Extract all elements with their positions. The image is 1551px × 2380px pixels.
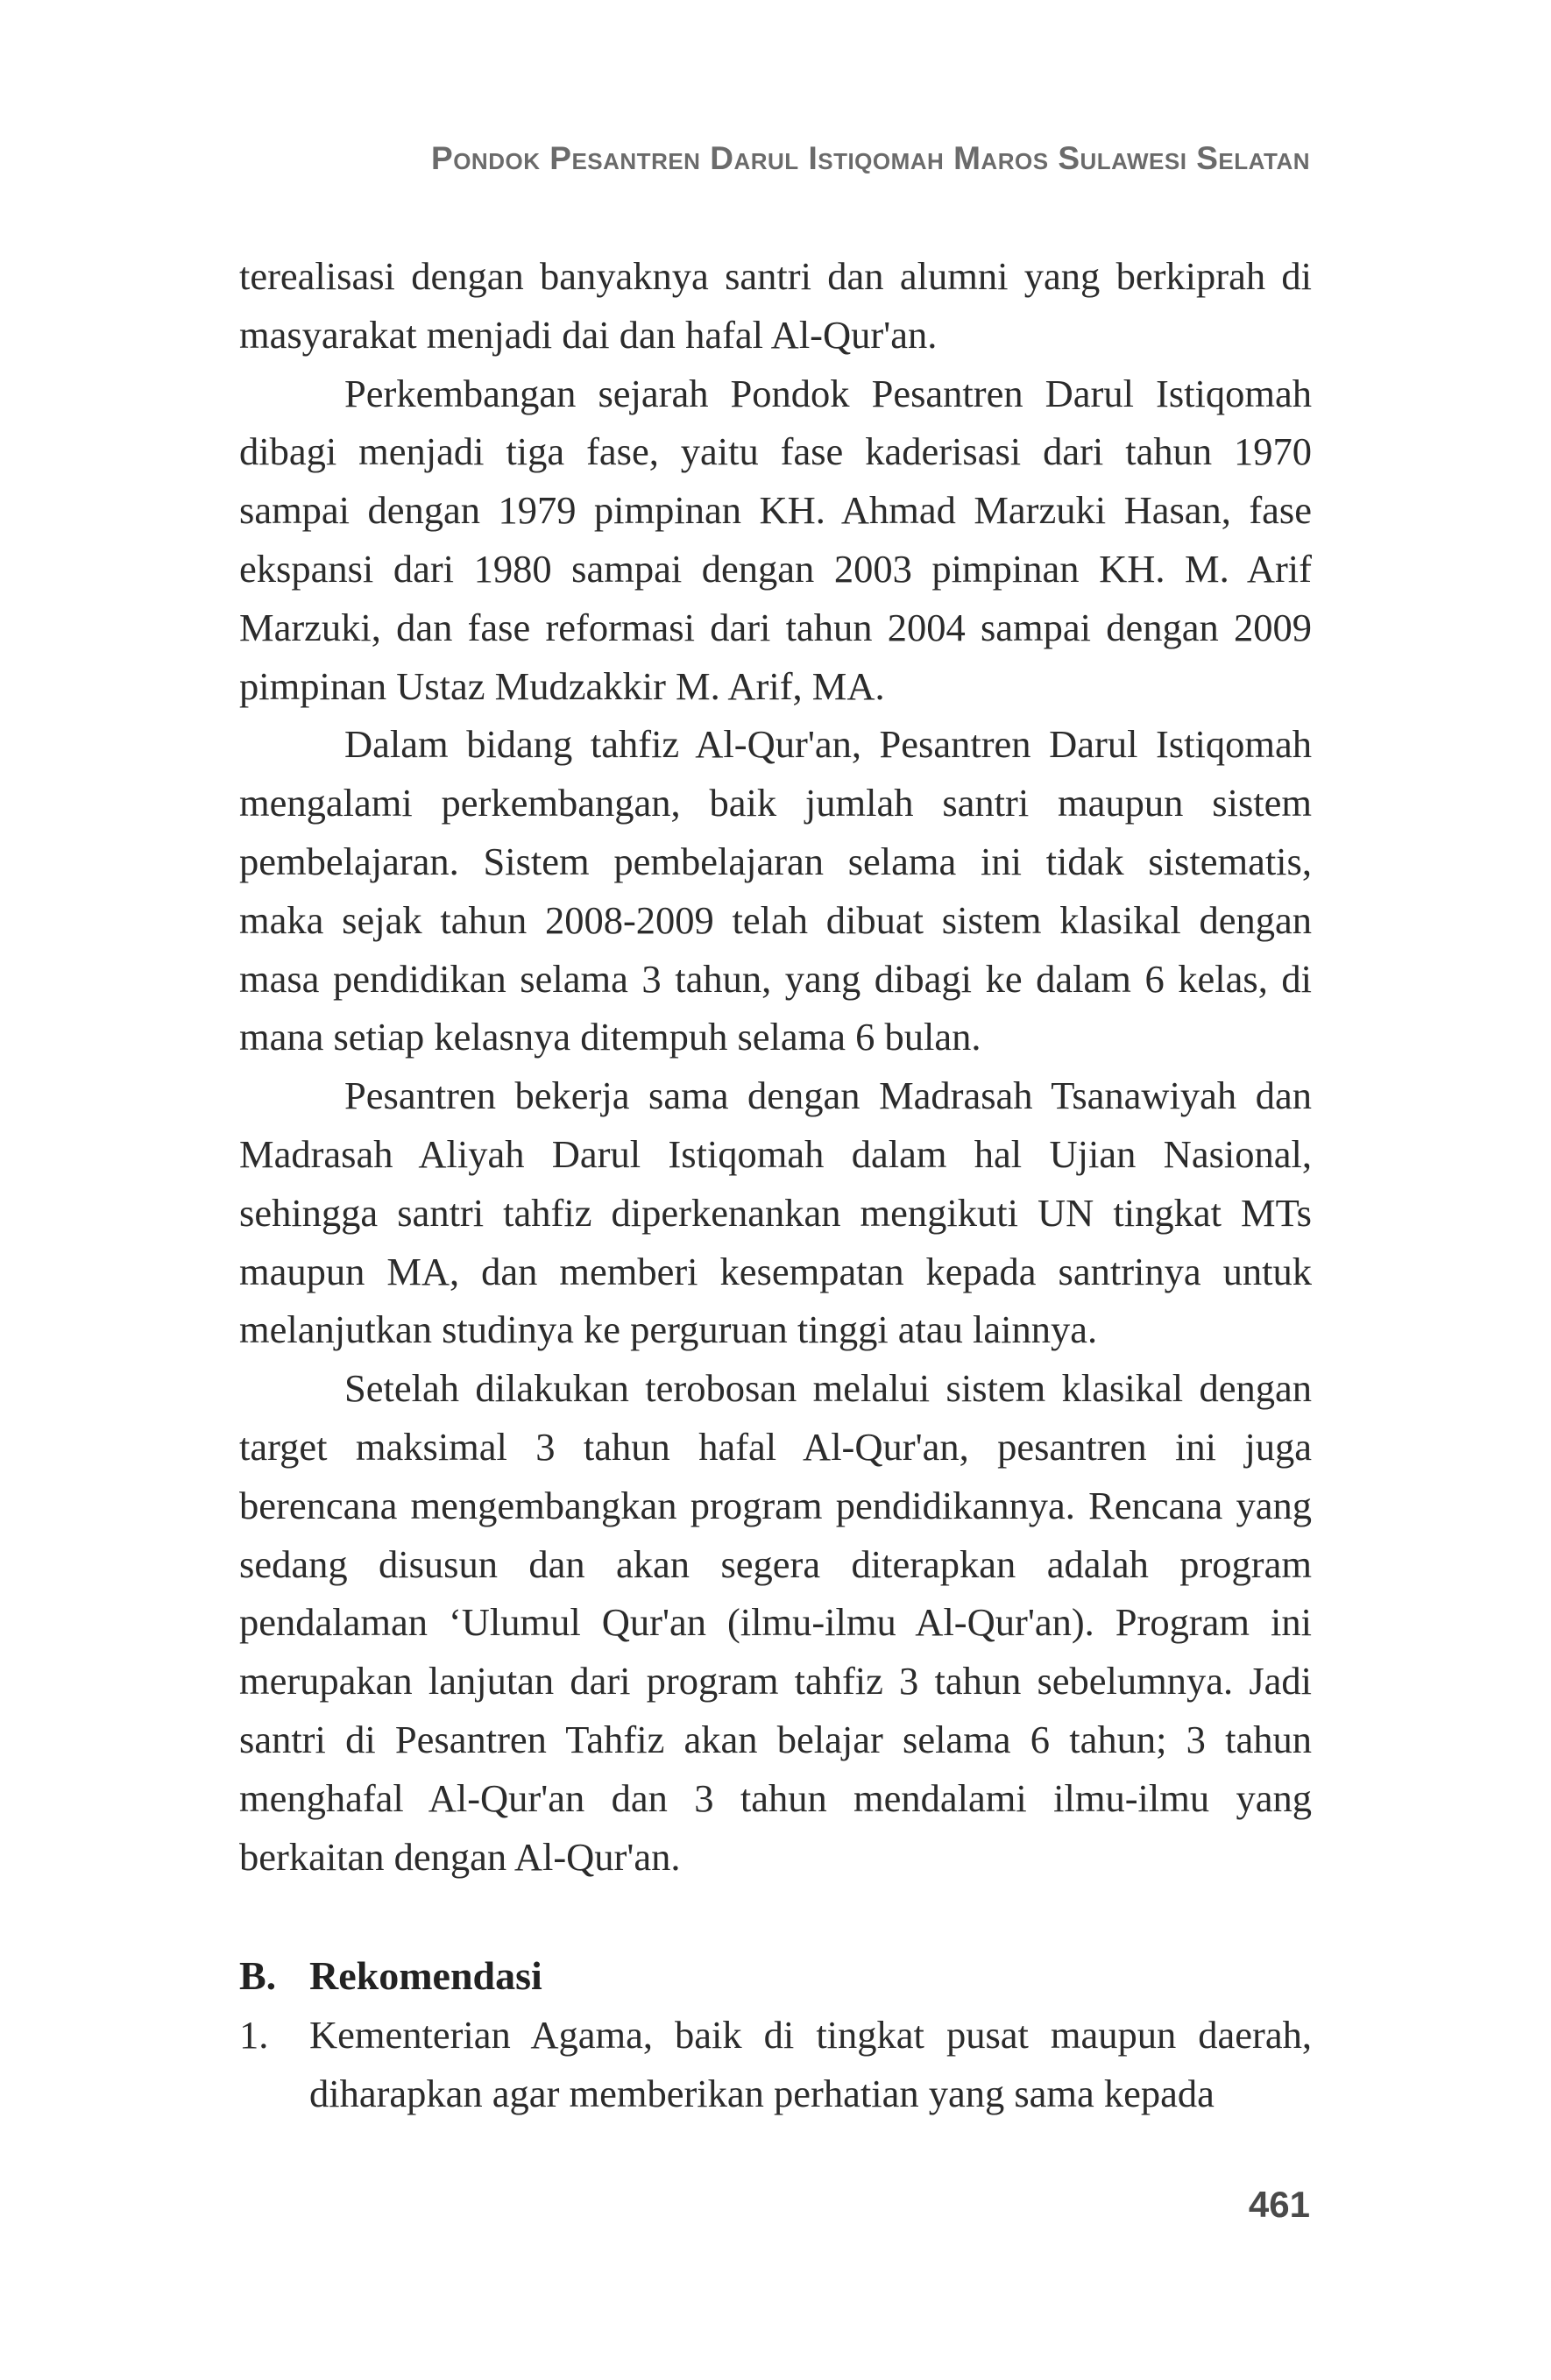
paragraph-national-exam: Pesantren bekerja sama dengan Madrasah Tsanawiyah dan Madrasah Aliyah Darul Istiqomah dalam hal Ujian Nasional, sehingga santri tahfiz diperkenankan mengikuti UN tingkat MTs maupun MA, dan memberi kesempatan kepada santrinya untuk melanjutkan studinya ke perguruan tinggi atau lainnya. (239, 1073, 1312, 1352)
paragraph-continuation: terealisasi dengan banyaknya santri dan alumni yang berkiprah di masyarakat menjadi dai dan hafal Al-Qur'an. (239, 254, 1312, 357)
list-item-number: 1. (239, 2013, 269, 2058)
recommendation-list (239, 2006, 1312, 2123)
page-body (239, 247, 1312, 2123)
section-number: B. (239, 1953, 277, 1999)
list-item (239, 2006, 1312, 2123)
list-item-text: Kementerian Agama, baik di tingkat pusat maupun daerah, diharapkan agar memberikan perhatian yang sama kepada (309, 2013, 1312, 2115)
page-number: 461 (1248, 2184, 1310, 2225)
paragraph-tahfiz-development: Dalam bidang tahfiz Al-Qur'an, Pesantren Darul Istiqomah mengalami perkembangan, baik jumlah santri maupun sistem pembelajaran. Sistem pembelajaran selama ini tidak sistematis, maka sejak tahun 2008-2009 telah dibuat sistem klasikal dengan masa pendidikan selama 3 tahun, yang dibagi ke dalam 6 kelas, di mana setiap kelasnya ditempuh selama 6 bulan. (239, 722, 1312, 1059)
section-title: Rekomendasi (309, 1953, 542, 1999)
paragraph-history-phases: Perkembangan sejarah Pondok Pesantren Darul Istiqomah dibagi menjadi tiga fase, yaitu fase kaderisasi dari tahun 1970 sampai dengan 1979 pimpinan KH. Ahmad Marzuki Hasan, fase ekspansi dari 1980 sampai dengan 2003 pimpinan KH. M. Arif Marzuki, dan fase reformasi dari tahun 2004 sampai dengan 2009 pimpinan Ustaz Mudzakkir M. Arif, MA. (239, 371, 1312, 708)
running-header: Pondok Pesantren Darul Istiqomah Maros Sulawesi Selatan (431, 140, 1310, 176)
paragraph-future-program: Setelah dilakukan terobosan melalui sistem klasikal dengan target maksimal 3 tahun hafal Al-Qur'an, pesantren ini juga berencana mengembangkan program pendidikannya. Rencana yang sedang disusun dan akan segera diterapkan adalah program pendalaman ‘Ulumul Qur'an (ilmu-ilmu Al-Qur'an). Program ini merupakan lanjutan dari program tahfiz 3 tahun sebelumnya. Jadi santri di Pesantren Tahfiz akan belajar selama 6 tahun; 3 tahun menghafal Al-Qur'an dan 3 tahun mendalami ilmu-ilmu yang berkaitan dengan Al-Qur'an. (239, 1366, 1312, 1879)
section-heading (239, 1947, 1312, 2006)
